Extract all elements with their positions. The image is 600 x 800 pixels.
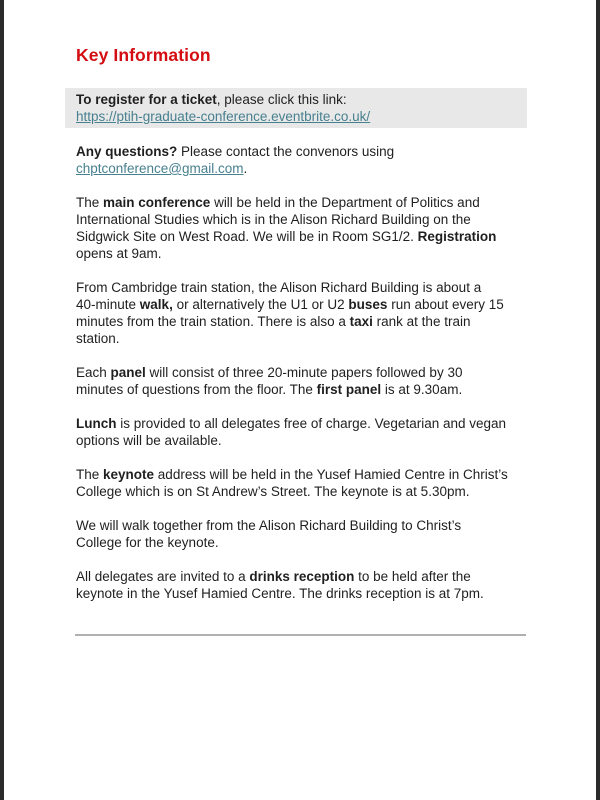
text-run: or alternatively the U1 or U2 <box>172 297 349 312</box>
eventbrite-link[interactable]: https://ptih-graduate-conference.eventbrite.co.uk/ <box>76 109 371 124</box>
paragraph-travel <box>76 279 546 347</box>
text-line <box>76 313 546 330</box>
text-run: The <box>76 195 104 210</box>
text-line <box>76 91 522 108</box>
text-run: taxi <box>349 314 373 329</box>
text-run: keynote <box>103 467 155 482</box>
text-run: is provided to all delegates free of charge. Vegetarian and vegan <box>116 416 507 431</box>
paragraph-panels <box>76 364 546 398</box>
text-run: opens at 9am. <box>76 246 162 261</box>
paragraph-drinks-reception <box>76 568 546 602</box>
paragraph-questions <box>76 143 546 177</box>
text-line <box>76 432 546 449</box>
text-run: is at 9.30am. <box>381 382 463 397</box>
text-line <box>76 330 546 347</box>
text-run: College which is on St Andrew’s Street. The keynote is at 5.30pm. <box>76 484 470 499</box>
text-run: station. <box>76 331 120 346</box>
text-line <box>76 143 546 160</box>
text-run: Please contact the convenors using <box>177 144 395 159</box>
text-line <box>76 296 546 313</box>
text-line <box>76 211 546 228</box>
text-line <box>76 381 546 398</box>
page-title: Key Information <box>76 45 211 65</box>
text-run: keynote in the Yusef Hamied Centre. The drinks reception is at 7pm. <box>76 586 484 601</box>
text-run: We will walk together from the Alison Richard Building to Christ’s <box>76 518 462 533</box>
text-run: All delegates are invited to a <box>76 569 250 584</box>
text-run: 40-minute <box>76 297 140 312</box>
document-body <box>76 88 546 602</box>
text-run: , please click this link: <box>216 92 347 107</box>
text-line <box>76 568 546 585</box>
text-run: Each <box>76 365 111 380</box>
text-run: From Cambridge train station, the Alison Richard Building is about a <box>76 280 482 295</box>
text-run: Lunch <box>76 416 117 431</box>
text-run: The <box>76 467 104 482</box>
text-line <box>76 585 546 602</box>
section-divider <box>75 634 526 636</box>
text-line <box>76 228 546 245</box>
text-run: run about every 15 <box>387 297 504 312</box>
text-run: College for the keynote. <box>76 535 219 550</box>
text-line <box>76 194 546 211</box>
text-line <box>76 364 546 381</box>
text-run: Sidgwick Site on West Road. We will be in Room SG1/2. <box>76 229 418 244</box>
text-run: To register for a ticket <box>76 92 217 107</box>
text-run: main conference <box>103 195 211 210</box>
text-line <box>76 160 546 177</box>
text-run: panel <box>110 365 146 380</box>
text-run: will consist of three 20-minute papers followed by 30 <box>145 365 463 380</box>
text-run: to be held after the <box>354 569 471 584</box>
text-run: International Studies which is in the Alison Richard Building on the <box>76 212 471 227</box>
register-callout <box>65 88 527 128</box>
text-line <box>76 279 546 296</box>
text-run: Any questions? <box>76 144 178 159</box>
text-run: walk, <box>139 297 173 312</box>
paragraph-main-conference <box>76 194 546 262</box>
text-run: options will be available. <box>76 433 222 448</box>
text-line <box>76 245 546 262</box>
text-line <box>76 483 546 500</box>
email-link[interactable]: chptconference@gmail.com <box>76 161 244 176</box>
text-run: . <box>243 161 248 176</box>
text-run: first panel <box>316 382 382 397</box>
text-line <box>76 534 546 551</box>
text-line <box>76 108 522 125</box>
text-run: Registration <box>417 229 497 244</box>
text-run: will be held in the Department of Politics and <box>210 195 480 210</box>
text-run: buses <box>348 297 388 312</box>
text-run: address will be held in the Yusef Hamied Centre in Christ’s <box>154 467 508 482</box>
text-run: rank at the train <box>372 314 471 329</box>
text-line <box>76 415 546 432</box>
paragraph-walk <box>76 517 546 551</box>
paragraph-keynote <box>76 466 546 500</box>
text-run: minutes from the train station. There is also a <box>76 314 350 329</box>
text-line <box>76 466 546 483</box>
paragraph-lunch <box>76 415 546 449</box>
text-run: minutes of questions from the floor. The <box>76 382 317 397</box>
text-run: drinks reception <box>249 569 355 584</box>
text-line <box>76 517 546 534</box>
